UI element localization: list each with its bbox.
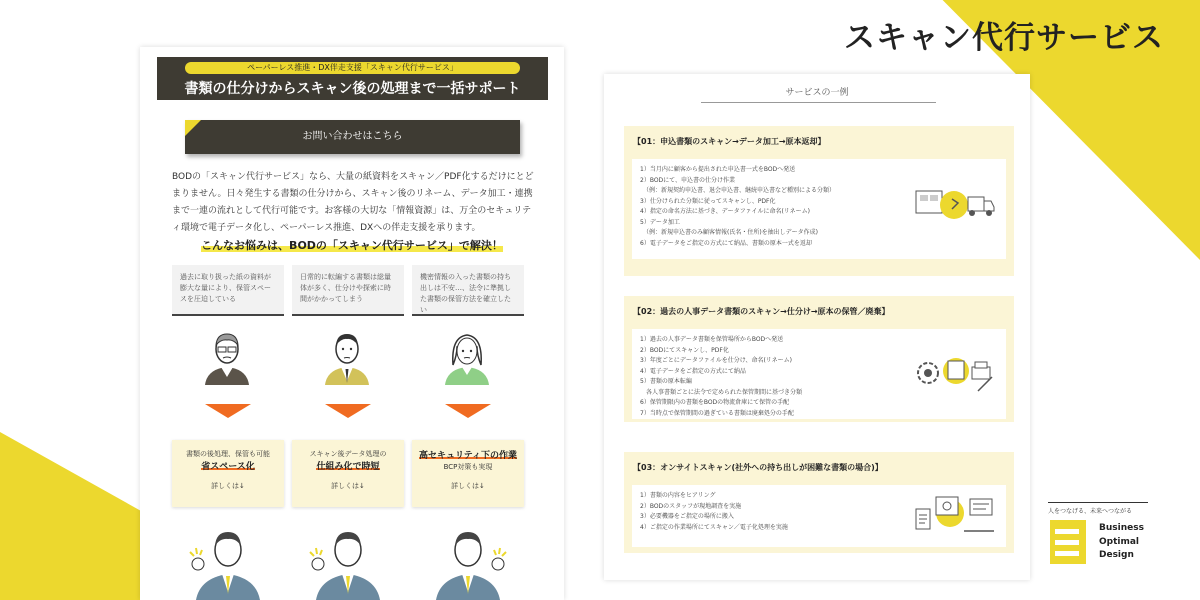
onsite-scan-illustration-icon bbox=[914, 491, 996, 541]
banner-title: 書類の仕分けからスキャン後の処理まで一括サポート bbox=[184, 81, 521, 97]
solution-headline bbox=[418, 450, 518, 462]
solution-box-2[interactable] bbox=[292, 440, 404, 507]
down-arrow-icon bbox=[205, 404, 251, 418]
solution-headline bbox=[178, 461, 278, 473]
step-item: 4）電子データをご指定の方式にて納品 bbox=[640, 367, 746, 375]
solution-box-1[interactable] bbox=[172, 440, 284, 507]
problem-divider bbox=[172, 314, 284, 316]
banner-tag: ペーパーレス推進・DX伴走支援「スキャン代行サービス」 bbox=[185, 62, 520, 74]
company-logo[interactable] bbox=[1048, 502, 1158, 568]
solution-headline-text: 仕組み化で時短 bbox=[316, 462, 380, 472]
worried-man-icon bbox=[197, 325, 257, 385]
step-item: 5）データ加工 bbox=[640, 218, 680, 226]
problem-text-1: 過去に取り扱った紙の資料が膨大な量により、保管スペースを圧迫している bbox=[172, 265, 284, 315]
worried-woman-icon bbox=[437, 325, 497, 385]
step-item: 2）BODにて、申込書の仕分け作業 bbox=[640, 176, 736, 184]
ok-gesture-man-icon bbox=[186, 512, 270, 600]
solution-headline bbox=[298, 461, 398, 473]
card-body bbox=[632, 159, 1006, 259]
step-item: 3）必要機器をご指定の場所に搬入 bbox=[640, 513, 734, 520]
worry-heading-text: こんなお悩みは、BODの「スキャン代行サービス」で解決！ bbox=[201, 239, 503, 252]
problem-text-2: 日常的に転編する書類は総量体が多く、仕分けや探索に時間がかかってしまう bbox=[292, 265, 404, 315]
confused-man-icon bbox=[317, 325, 377, 385]
problem-divider bbox=[412, 314, 524, 316]
step-item: 1）過去の人事データ書類を保管場所からBODへ発送 bbox=[640, 336, 784, 343]
card-title: 【01：申込書類のスキャン→データ加工→原本返却】 bbox=[633, 137, 826, 146]
down-arrow-icon bbox=[325, 404, 371, 418]
more-link[interactable]: 詳しくは↓ bbox=[211, 482, 245, 490]
contact-button-corner bbox=[185, 120, 201, 136]
solution-headline-text: 高セキュリティ下の作業 bbox=[418, 451, 518, 461]
step-item: 3）年度ごとにデータファイルを仕分け、命名(リネーム) bbox=[640, 357, 793, 364]
step-item: 1）書類の内容をヒアリング bbox=[640, 492, 716, 499]
solution-line: スキャン後データ処理の bbox=[309, 450, 387, 458]
printer-gear-illustration-icon bbox=[914, 347, 996, 397]
step-item: 2）BODのスタッフが現地調査を実施 bbox=[640, 502, 742, 510]
step-item: 2）BODにてスキャンし、PDF化 bbox=[640, 346, 729, 354]
more-link[interactable]: 詳しくは↓ bbox=[331, 482, 365, 490]
steps-list bbox=[640, 491, 910, 533]
card-title: 【02：過去の人事データ書類のスキャン→仕分け→原本の保管／廃棄】 bbox=[633, 307, 890, 316]
service-example-card-1 bbox=[624, 126, 1014, 276]
step-item: 6）保管期限内の書類をBODの物流倉庫にて保管の手配 bbox=[640, 399, 790, 406]
lp-page-right bbox=[604, 74, 1030, 580]
contact-button[interactable]: お問い合わせはこちら bbox=[185, 120, 520, 154]
service-example-card-2 bbox=[624, 296, 1014, 422]
down-arrow-icon bbox=[445, 404, 491, 418]
card-title: 【03：オンサイトスキャン(社外への持ち出しが困難な書類の場合)】 bbox=[633, 463, 883, 472]
problem-divider bbox=[292, 314, 404, 316]
intro-text: BODの「スキャン代行サービス」なら、大量の紙資料をスキャン／PDF化するだけにとどまりません。日々発生する書類の仕分けから、スキャン後のリネーム、データ加工・連携まで一連の流れとして代行可能です。お客様の大切な「情報資源」は、万全のセキュリティ環境で電子データ化し、ペーパーレス推進、DXへの伴走支援を承ります。 bbox=[172, 172, 534, 233]
lp-page-left bbox=[140, 47, 564, 600]
step-item: 1）当月内に顧客から提出された申込書一式をBODへ発送 bbox=[640, 166, 796, 173]
step-item: 各人事書類ごとに法令で定められた保管期間に基づき分類 bbox=[640, 388, 803, 396]
step-item: 3）仕分けられた分類に従ってスキャンし、PDF化 bbox=[640, 197, 776, 205]
logo-wordmark bbox=[1099, 522, 1144, 563]
examples-title-underline bbox=[701, 102, 936, 103]
lp-banner bbox=[157, 57, 548, 100]
step-item: （例：新規契約申込書、退会申込書、継続申込書など種別による分類） bbox=[640, 187, 836, 194]
examples-title: サービスの一例 bbox=[785, 88, 849, 98]
card-body bbox=[632, 329, 1006, 419]
steps-list bbox=[640, 335, 910, 419]
logo-b-mark-icon bbox=[1050, 520, 1086, 564]
solution-line: BCP対策も実現 bbox=[443, 463, 493, 471]
problem-text-3: 機密情報の入った書類の持ち出しは不安…、法令に準拠した書類の保管方法を確立したい bbox=[412, 265, 524, 315]
step-item: 5）書類の原本転編 bbox=[640, 378, 692, 385]
logo-line-3: Design bbox=[1099, 550, 1134, 560]
logo-line-2: Optimal bbox=[1099, 536, 1140, 547]
logo-line-1: Business bbox=[1099, 523, 1144, 533]
solution-headline-text: 省スペース化 bbox=[201, 462, 255, 472]
step-item: 4）指定の命名方法に基づき、データファイルに命名(リネーム) bbox=[640, 208, 811, 215]
logo-tagline: 人をつなげる、未来へつながる bbox=[1048, 502, 1148, 515]
step-item: （例：新規申込書のみ顧客情報(氏名・住所)を抽出しデータ作成) bbox=[640, 229, 819, 236]
ok-gesture-man-icon bbox=[306, 512, 390, 600]
service-example-card-3 bbox=[624, 452, 1014, 553]
step-item: 4）ご指定の作業場所にてスキャン／電子化処理を実施 bbox=[640, 523, 788, 531]
ok-gesture-man-icon bbox=[426, 512, 510, 600]
solution-box-3[interactable] bbox=[412, 440, 524, 507]
step-item: 6）電子データをご指定の方式にて納品、書類の原本一式を返却 bbox=[640, 239, 812, 247]
steps-list bbox=[640, 165, 910, 249]
card-body bbox=[632, 485, 1006, 547]
delivery-truck-illustration-icon bbox=[914, 181, 996, 231]
hero-title: スキャン代行サービス bbox=[844, 20, 1164, 56]
more-link[interactable]: 詳しくは↓ bbox=[451, 482, 485, 490]
solution-line: 書類の後処理、保管も可能 bbox=[186, 450, 270, 458]
worry-heading bbox=[140, 237, 564, 253]
step-item: 7）当時点で保管期間の過ぎている書類は廃棄処分の手配 bbox=[640, 409, 794, 417]
